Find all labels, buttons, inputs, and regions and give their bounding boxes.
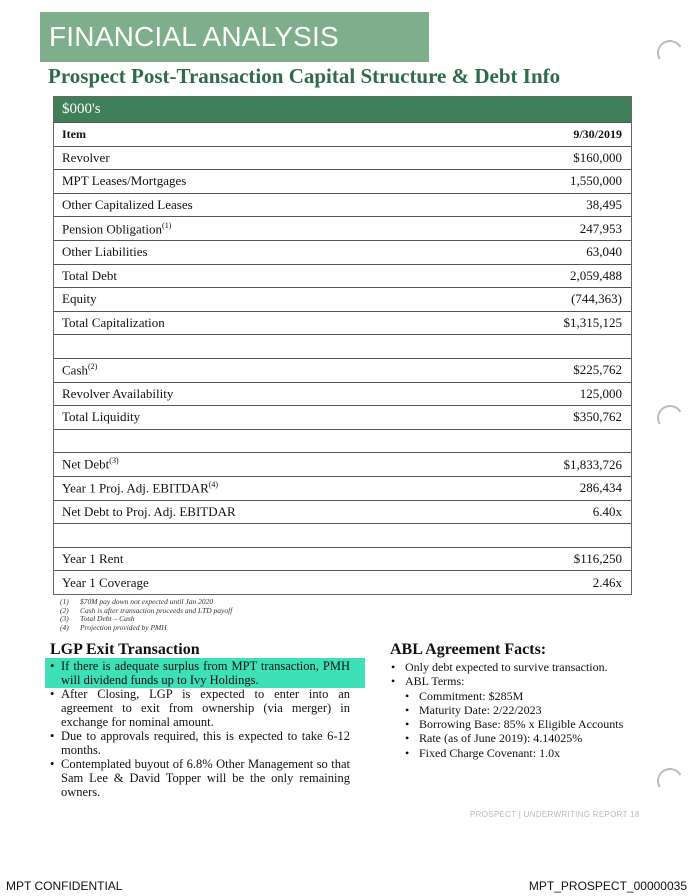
row-value: 247,953: [579, 220, 622, 236]
table-row: [54, 476, 631, 500]
abl-bullet: [391, 674, 623, 688]
row-label: Year 1 Coverage: [62, 574, 149, 590]
bullet-icon: •: [405, 702, 410, 717]
row-label: Net Debt: [62, 456, 110, 472]
row-label-wrap: [62, 456, 119, 472]
footnotes: [60, 598, 232, 632]
table-row: [54, 358, 631, 382]
abl-sub-bullet: [391, 746, 623, 760]
footnote-number: (1): [60, 597, 69, 606]
footnote-ref: (2): [88, 362, 98, 372]
bates-number: MPT_PROSPECT_00000035: [528, 879, 687, 893]
lgp-bullet-text: If there is adequate surplus from MPT transaction, PMH will dividend funds up to Ivy Holdings.: [61, 659, 350, 687]
row-value: $160,000: [573, 149, 622, 165]
table-row: [54, 193, 631, 217]
binder-hole-icon: [654, 37, 686, 69]
footnote-text: Projection provided by PMH: [80, 622, 167, 632]
row-label: Year 1 Proj. Adj. EBITDAR: [62, 480, 209, 496]
table-row: [54, 570, 631, 594]
table-column-header: [54, 122, 631, 146]
col-item-header: Item: [62, 126, 86, 141]
footnote-number: (3): [60, 614, 69, 624]
row-value: $1,833,726: [563, 456, 622, 472]
footnote-ref: (1): [162, 220, 172, 230]
footnote-text: Total Debt – Cash: [80, 614, 135, 624]
abl-section-title: ABL Agreement Facts:: [390, 641, 547, 658]
footnote-number: (4): [60, 622, 69, 632]
abl-bullet: [391, 660, 623, 674]
bullet-icon: •: [391, 660, 396, 674]
abl-bullet-list: [391, 660, 623, 760]
bullet-icon: •: [405, 688, 410, 703]
row-value: $225,762: [573, 362, 622, 378]
bullet-icon: •: [391, 674, 396, 689]
row-value: 1,550,000: [570, 173, 622, 189]
table-row: [54, 547, 631, 571]
lgp-bullet-text: Contemplated buyout of 6.8% Other Management so that Sam Lee & David Topper will be the only remaining owners.: [61, 757, 350, 799]
row-label: Equity: [62, 291, 97, 307]
row-label: MPT Leases/Mortgages: [62, 173, 187, 189]
bullet-icon: •: [405, 731, 410, 746]
row-value: 2,059,488: [570, 267, 622, 283]
row-value: 286,434: [579, 480, 622, 496]
abl-sub-bullet-text: Fixed Charge Covenant: 1.0x: [419, 745, 561, 760]
table-row: [54, 452, 631, 476]
table-unit-header: $000's: [54, 97, 631, 122]
lgp-bullet: [50, 687, 350, 729]
footnote-number: (2): [60, 605, 69, 615]
row-value: 38,495: [586, 197, 622, 213]
row-label: Revolver: [62, 149, 110, 165]
bullet-icon: •: [50, 659, 55, 673]
bullet-icon: •: [405, 717, 410, 732]
table-row: [54, 500, 631, 524]
table-spacer-row: [54, 429, 631, 453]
bullet-icon: •: [50, 757, 55, 771]
lgp-bullet-text: After Closing, LGP is expected to enter into an agreement to exit from ownership (via merger) in exchange for nominal amount.: [61, 687, 350, 729]
row-label: Other Liabilities: [62, 244, 148, 260]
table-row: [54, 382, 631, 406]
abl-bullet-text: Only debt expected to survive transaction.: [405, 660, 608, 674]
row-value: (744,363): [571, 291, 622, 307]
binder-hole-icon: [654, 402, 686, 434]
lgp-bullet: [50, 659, 350, 687]
capital-structure-table: [53, 96, 632, 595]
row-value: $1,315,125: [563, 315, 622, 331]
binder-hole-icon: [654, 765, 686, 797]
lgp-bullet-list: [50, 659, 350, 799]
abl-bullet-text: ABL Terms:: [405, 674, 465, 689]
abl-sub-bullet-text: Commitment: $285M: [419, 688, 524, 703]
lgp-bullet: [50, 729, 350, 757]
confidential-label: MPT CONFIDENTIAL: [6, 879, 123, 893]
page-subtitle: Prospect Post-Transaction Capital Structure & Debt Info: [48, 64, 561, 88]
footnote-text: $70M pay down not expected until Jan 2020: [80, 597, 214, 606]
footnote-ref: (4): [208, 480, 219, 490]
footnote-text: Cash is after transaction proceeds and LTD payoff: [80, 605, 233, 615]
table-row: [54, 240, 631, 264]
abl-sub-bullet-text: Rate (as of June 2019): 4.14025%: [419, 731, 583, 746]
row-label: Revolver Availability: [62, 385, 174, 401]
abl-sub-bullet: [391, 717, 623, 731]
row-value: 125,000: [579, 385, 622, 401]
table-row: [54, 264, 631, 288]
row-label: Year 1 Rent: [62, 550, 124, 566]
bullet-icon: •: [50, 729, 55, 743]
table-row: [54, 169, 631, 193]
table-spacer-row: [54, 334, 631, 358]
abl-sub-bullet-text: Maturity Date: 2/22/2023: [419, 702, 542, 717]
report-footer: PROSPECT | UNDERWRITING REPORT 18: [470, 810, 640, 819]
row-label: Pension Obligation: [62, 220, 163, 236]
bullet-icon: •: [405, 745, 410, 760]
lgp-bullet: [50, 757, 350, 799]
row-value: $116,250: [573, 550, 622, 566]
table-spacer-row: [54, 523, 631, 547]
row-label-wrap: [62, 221, 171, 237]
footnote-ref: (3): [109, 456, 119, 466]
lgp-section-title: LGP Exit Transaction: [50, 641, 200, 658]
row-label-wrap: [62, 362, 97, 378]
table-row: [54, 146, 631, 170]
row-label: Other Capitalized Leases: [62, 197, 193, 213]
abl-sub-bullet: [391, 689, 623, 703]
row-value: 2.46x: [592, 574, 622, 590]
table-row: [54, 287, 631, 311]
row-value: $350,762: [573, 409, 622, 425]
col-date-header: 9/30/2019: [573, 126, 622, 141]
row-label: Total Liquidity: [62, 409, 141, 425]
table-row: [54, 311, 631, 335]
table-row: [54, 405, 631, 429]
row-label: Total Debt: [62, 267, 118, 283]
row-value: 6.40x: [592, 503, 622, 519]
row-value: 63,040: [586, 244, 622, 260]
lgp-bullet-text: Due to approvals required, this is expected to take 6-12 months.: [61, 729, 350, 757]
section-banner: FINANCIAL ANALYSIS: [40, 12, 429, 62]
row-label: Total Capitalization: [62, 315, 165, 331]
bullet-icon: •: [50, 687, 55, 701]
row-label: Cash: [62, 362, 88, 378]
row-label: Net Debt to Proj. Adj. EBITDAR: [62, 503, 236, 519]
abl-sub-bullet-text: Borrowing Base: 85% x Eligible Accounts: [419, 717, 624, 732]
footnote-line: [60, 624, 232, 633]
abl-sub-bullet: [391, 731, 623, 745]
table-row: [54, 216, 631, 240]
row-label-wrap: [62, 480, 218, 496]
abl-sub-bullet: [391, 703, 623, 717]
